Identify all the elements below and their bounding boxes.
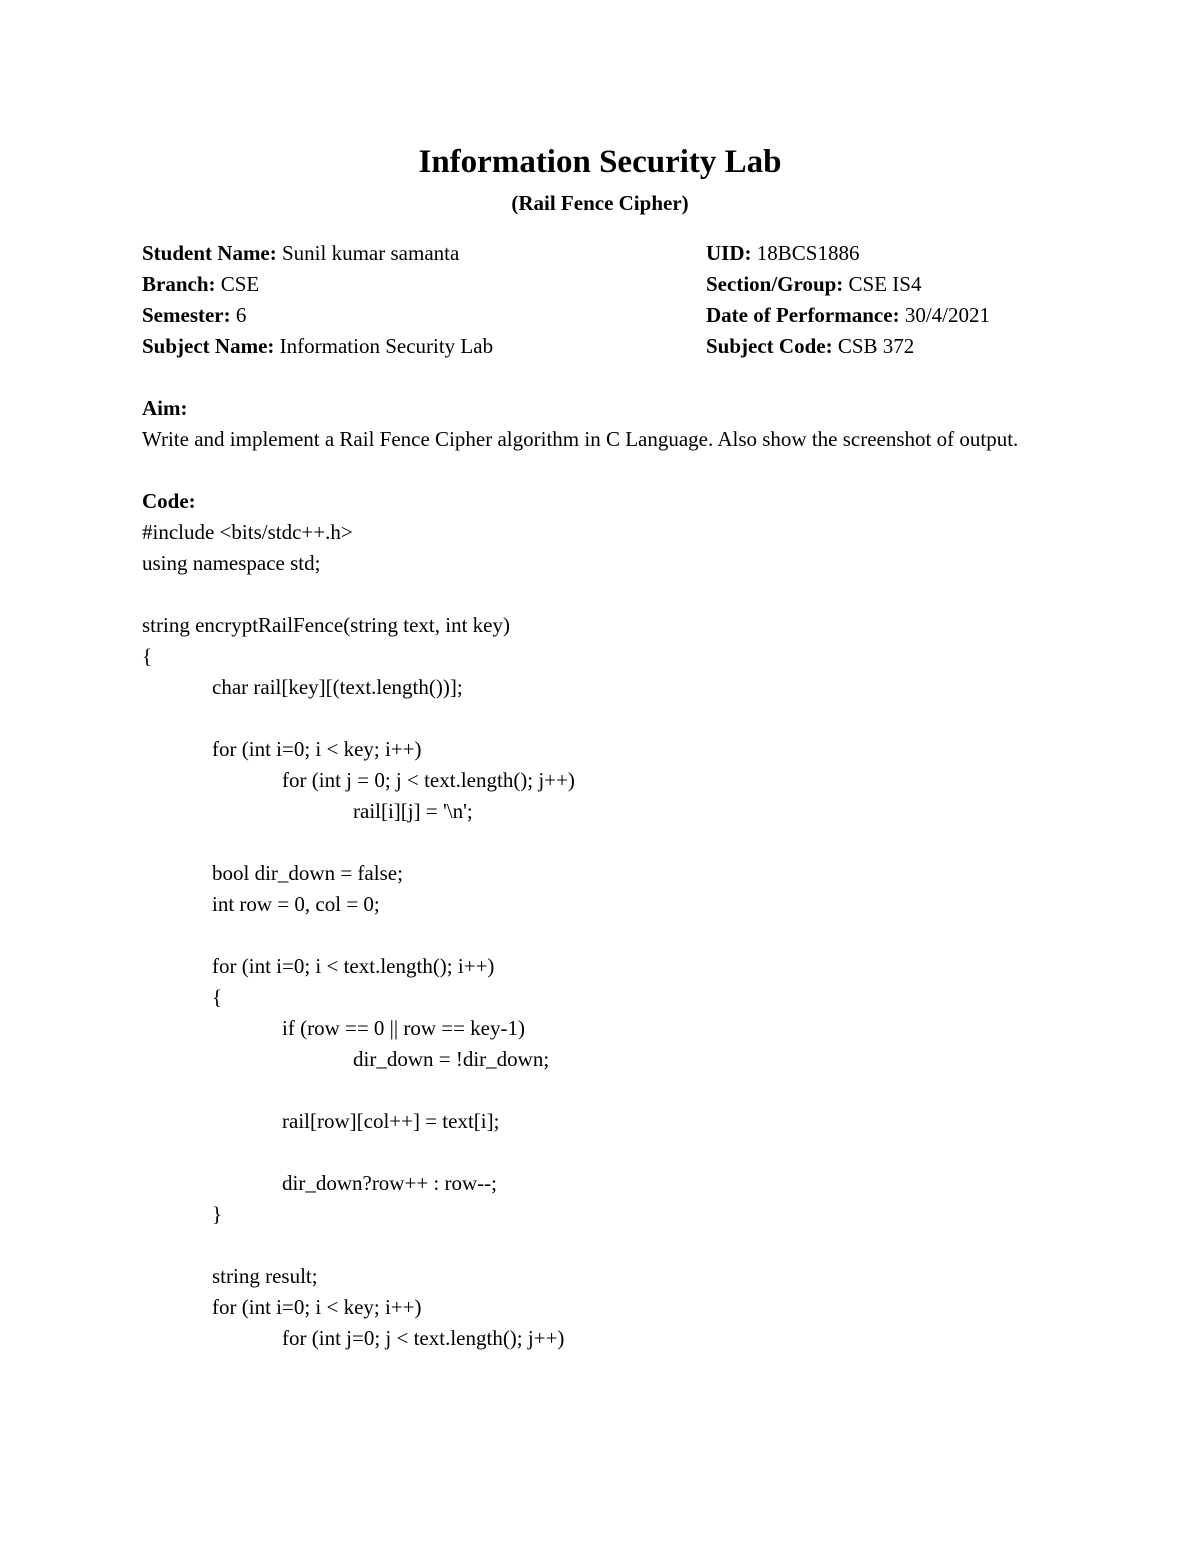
semester-label: Semester: xyxy=(142,303,231,327)
code-line xyxy=(142,1075,1072,1106)
date-of-performance-row xyxy=(706,300,990,331)
branch-row xyxy=(142,269,493,300)
branch-label: Branch: xyxy=(142,272,216,296)
code-line xyxy=(142,827,1072,858)
student-name-row xyxy=(142,238,493,269)
document-subtitle: (Rail Fence Cipher) xyxy=(511,191,689,215)
code-line: rail[row][col++] = text[i]; xyxy=(282,1109,500,1133)
code-line: bool dir_down = false; xyxy=(212,861,403,885)
code-line: string result; xyxy=(212,1264,318,1288)
date-of-performance-value: 30/4/2021 xyxy=(899,303,990,327)
student-name-label: Student Name: xyxy=(142,241,277,265)
code-line: rail[i][j] = '\n'; xyxy=(353,799,473,823)
code-line: using namespace std; xyxy=(142,551,321,575)
subject-code-value: CSB 372 xyxy=(832,334,915,358)
aim-heading: Aim: xyxy=(142,396,188,420)
code-line: } xyxy=(212,1202,223,1226)
code-line xyxy=(142,920,1072,951)
code-line: char rail[key][(text.length())]; xyxy=(212,675,463,699)
semester-row xyxy=(142,300,493,331)
code-line xyxy=(142,579,1072,610)
section-group-value: CSE IS4 xyxy=(843,272,922,296)
code-line: #include <bits/stdc++.h> xyxy=(142,520,353,544)
student-name-value: Sunil kumar samanta xyxy=(276,241,460,265)
code-line: { xyxy=(142,644,153,668)
section-group-row xyxy=(706,269,990,300)
section-group-label: Section/Group: xyxy=(706,272,844,296)
subject-name-label: Subject Name: xyxy=(142,334,275,358)
semester-value: 6 xyxy=(230,303,247,327)
spacer xyxy=(142,455,1072,486)
uid-value: 18BCS1886 xyxy=(751,241,860,265)
code-line: { xyxy=(212,985,223,1009)
code-line: dir_down?row++ : row--; xyxy=(282,1171,497,1195)
code-line: int row = 0, col = 0; xyxy=(212,892,380,916)
uid-row xyxy=(706,238,990,269)
document-body xyxy=(142,393,1072,1354)
subject-code-label: Subject Code: xyxy=(706,334,833,358)
code-line: for (int j=0; j < text.length(); j++) xyxy=(282,1326,565,1350)
subject-name-value: Information Security Lab xyxy=(274,334,494,358)
code-line: for (int i=0; i < text.length(); i++) xyxy=(212,954,495,978)
date-of-performance-label: Date of Performance: xyxy=(706,303,900,327)
student-info-left xyxy=(142,238,493,362)
code-line: dir_down = !dir_down; xyxy=(353,1047,550,1071)
subject-code-row xyxy=(706,331,990,362)
code-line xyxy=(142,703,1072,734)
code-line: for (int i=0; i < key; i++) xyxy=(212,737,422,761)
student-info-right xyxy=(706,238,990,362)
code-heading: Code: xyxy=(142,489,196,513)
code-line: if (row == 0 || row == key-1) xyxy=(282,1016,525,1040)
subject-name-row xyxy=(142,331,493,362)
code-line: for (int j = 0; j < text.length(); j++) xyxy=(282,768,575,792)
document-title: Information Security Lab xyxy=(418,144,782,180)
code-line: for (int i=0; i < key; i++) xyxy=(212,1295,422,1319)
uid-label: UID: xyxy=(706,241,752,265)
code-line: string encryptRailFence(string text, int key) xyxy=(142,613,510,637)
code-line xyxy=(142,1137,1072,1168)
aim-text: Write and implement a Rail Fence Cipher algorithm in C Language. Also show the screenshot of output. xyxy=(142,427,1019,451)
branch-value: CSE xyxy=(215,272,260,296)
code-line xyxy=(142,1230,1072,1261)
